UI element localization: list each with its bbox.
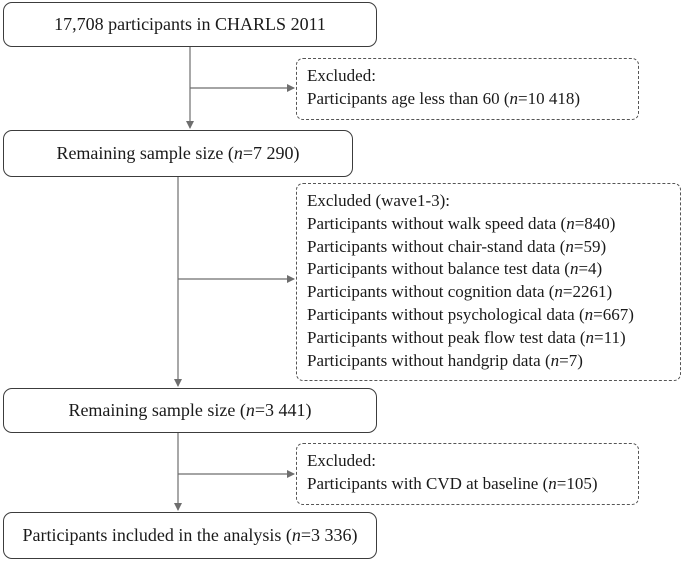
exclusion-2-title: Excluded (wave1-3): [307, 191, 451, 210]
exclusion-box-2 [296, 183, 681, 381]
start-box [3, 2, 377, 47]
exclusion-2-item: Participants without peak flow test data (n=11) [307, 327, 626, 347]
exclusion-box-3 [296, 443, 639, 505]
final-box [3, 512, 377, 559]
exclusion-1-item: Participants age less than 60 (n=10 418) [307, 88, 581, 108]
exclusion-2-item: Participants without cognition data (n=2261) [307, 282, 613, 302]
exclusion-3-item: Participants with CVD at baseline (n=105) [307, 473, 598, 493]
exclusion-2-item: Participants without handgrip data (n=7) [307, 350, 583, 370]
exclusion-2-item: Participants without walk speed data (n=840) [307, 213, 616, 233]
start-label: 17,708 participants in CHARLS 2011 [54, 14, 326, 34]
exclusion-3-title: Excluded: [307, 451, 376, 470]
remaining-box-1 [3, 130, 353, 177]
exclusion-2-item: Participants without chair-stand data (n=59) [307, 236, 607, 256]
exclusion-1-title: Excluded: [307, 66, 376, 85]
final-label: Participants included in the analysis (n=3 336) [22, 525, 358, 545]
exclusion-2-item: Participants without balance test data (n=4) [307, 259, 603, 279]
remaining-box-2 [3, 388, 377, 433]
exclusion-2-item: Participants without psychological data (n=667) [307, 304, 634, 324]
remaining-1-label: Remaining sample size (n=7 290) [56, 143, 300, 163]
remaining-2-label: Remaining sample size (n=3 441) [68, 400, 312, 420]
exclusion-box-1 [296, 58, 639, 120]
